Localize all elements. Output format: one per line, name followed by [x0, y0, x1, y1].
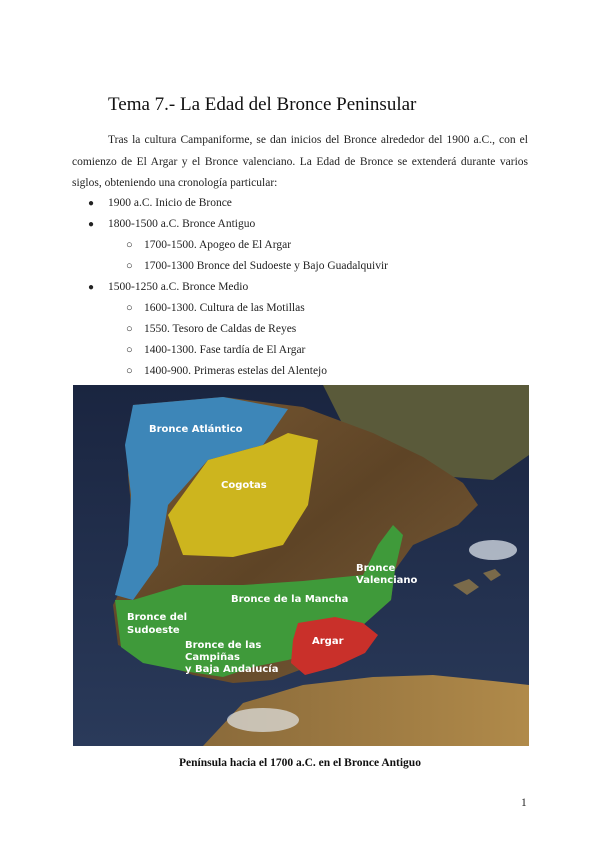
label-atlantico: Bronce Atlántico [149, 424, 243, 435]
label-sudoeste-1: Bronce del [127, 612, 188, 623]
list-item: ● 1500-1250 a.C. Bronce Medio [108, 277, 248, 298]
list-item: ● 1800-1500 a.C. Bronce Antiguo [108, 214, 255, 235]
label-campinas-3: y Baja Andalucía [185, 664, 279, 675]
label-campinas-1: Bronce de las [185, 640, 262, 651]
label-campinas-2: Campiñas [185, 652, 240, 663]
map-caption: Península hacia el 1700 a.C. en el Bronce Antiguo [179, 757, 421, 769]
label-cogotas: Cogotas [221, 480, 267, 491]
label-valenciano-1: Bronce [356, 563, 396, 574]
cloud [227, 708, 299, 732]
list-item: ● 1900 a.C. Inicio de Bronce [108, 193, 232, 214]
list-item: ○ 1700-1500. Apogeo de El Argar [144, 235, 291, 256]
intro-paragraph: Tras la cultura Campaniforme, se dan inicios del Bronce alrededor del 1900 a.C., con el comienzo de El Argar y el Bronce valenciano. La Edad de Bronce se extenderá durante varios siglos, obteniendo una cronología particular: [72, 134, 528, 189]
circle-bullet-icon: ○ [126, 365, 133, 377]
label-sudoeste-2: Sudoeste [127, 625, 180, 636]
bullet-icon: ● [88, 219, 95, 230]
circle-bullet-icon: ○ [126, 344, 133, 356]
list-item: ○ 1400-1300. Fase tardía de El Argar [144, 340, 305, 361]
bullet-icon: ● [88, 198, 95, 209]
label-argar: Argar [312, 636, 344, 647]
bullet-icon: ● [88, 282, 95, 293]
list-item: ○ 1600-1300. Cultura de las Motillas [144, 298, 305, 319]
cloud [469, 540, 517, 560]
circle-bullet-icon: ○ [126, 239, 133, 251]
circle-bullet-icon: ○ [126, 260, 133, 272]
circle-bullet-icon: ○ [126, 323, 133, 335]
list-item: ○ 1700-1300 Bronce del Sudoeste y Bajo Guadalquivir [144, 256, 388, 277]
label-valenciano-2: Valenciano [356, 575, 418, 586]
iberian-peninsula-map [73, 385, 529, 746]
circle-bullet-icon: ○ [126, 302, 133, 314]
page-number: 1 [521, 797, 527, 809]
list-item: ○ 1550. Tesoro de Caldas de Reyes [144, 319, 296, 340]
label-mancha: Bronce de la Mancha [231, 594, 349, 605]
page-title: Tema 7.- La Edad del Bronce Peninsular [108, 94, 417, 115]
list-item: ○ 1400-900. Primeras estelas del Alentejo [144, 361, 327, 382]
